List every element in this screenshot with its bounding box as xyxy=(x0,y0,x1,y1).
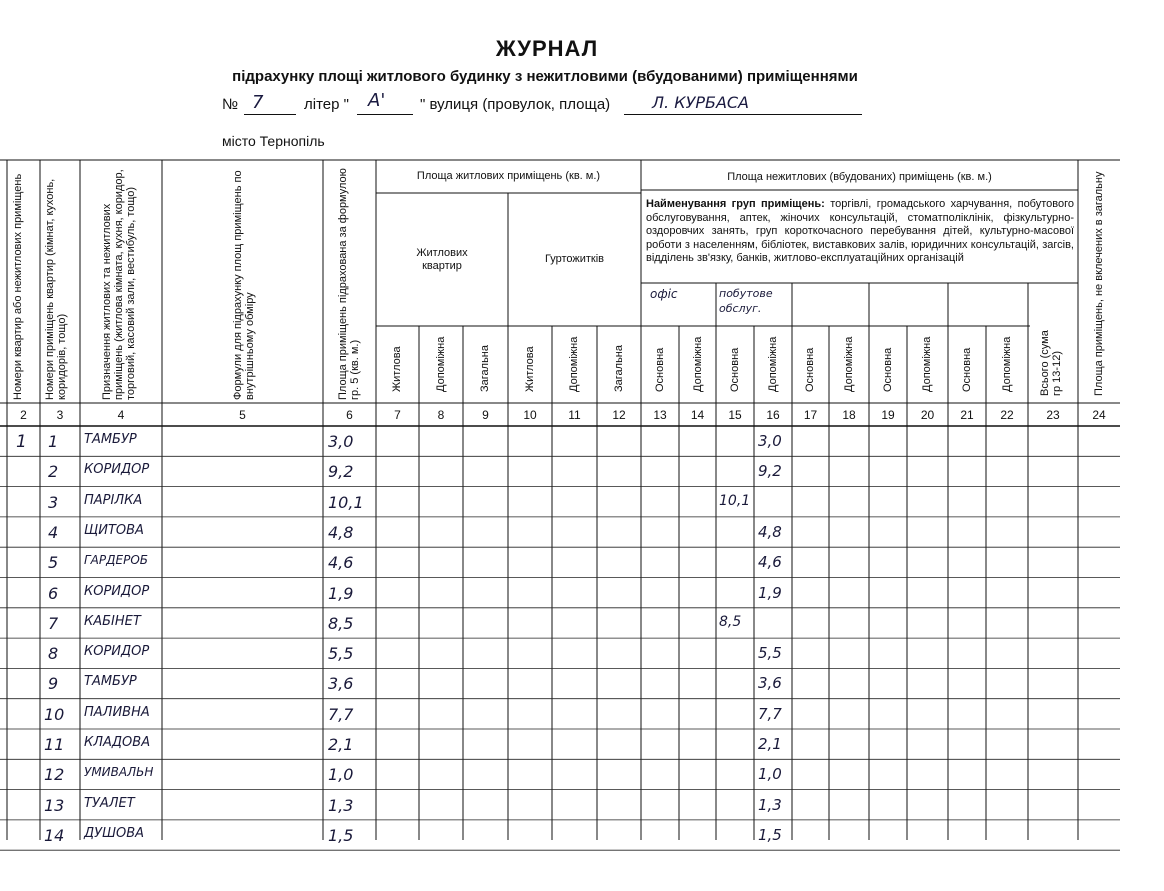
column-number-22: 22 xyxy=(1000,408,1014,422)
col-room-numbers-label: Номери приміщень квартир (кімнат, кухонь, коридорів, тощо) xyxy=(44,178,68,400)
column-number-21: 21 xyxy=(960,408,974,422)
column-number-12: 12 xyxy=(612,408,626,422)
room-purpose: ДУШОВА xyxy=(84,825,145,841)
col-formula-label: Формули для підрахунку площ приміщень по внутрішньому обміру xyxy=(232,170,256,400)
liter-label: літер " xyxy=(304,96,349,113)
col-10-label: Житлова xyxy=(524,346,536,392)
col-12-label: Загальна xyxy=(613,345,625,392)
col16-value: 2,1 xyxy=(758,735,782,753)
group-names-note xyxy=(646,198,1074,266)
room-purpose: КОРИДОР xyxy=(84,644,150,660)
room-number: 14 xyxy=(44,825,65,845)
column-number-24: 24 xyxy=(1092,408,1106,422)
col-purpose-label: Призначення житлових та нежитлових приміщень (житлова кімната, кухня, коридор, торговий, касовий зали, вестибуль, тощо) xyxy=(101,169,137,400)
col-8-label: Допоміжна xyxy=(435,336,447,392)
room-area: 9,2 xyxy=(328,462,354,482)
room-area: 4,8 xyxy=(328,522,354,542)
col16-value: 7,7 xyxy=(758,704,782,723)
room-number: 9 xyxy=(48,674,59,694)
column-number-18: 18 xyxy=(842,408,856,422)
col16-value: 1,0 xyxy=(758,765,782,784)
column-number-14: 14 xyxy=(690,408,705,422)
room-purpose: УМИВАЛЬН xyxy=(84,765,154,780)
room-purpose: ТАМБУР xyxy=(84,674,137,690)
dormitories-label: Гуртожитків xyxy=(544,253,605,265)
room-area: 10,1 xyxy=(328,492,364,512)
nonresidential-group-label: Площа нежитлових (вбудованих) приміщень (кв. м.) xyxy=(727,171,992,183)
room-purpose: ТУАЛЕТ xyxy=(84,795,135,811)
col-7-label: Житлова xyxy=(391,346,403,392)
room-area: 8,5 xyxy=(328,613,354,633)
street-value: Л. КУРБАСА xyxy=(652,93,749,112)
col-11-label: Допоміжна xyxy=(568,336,580,392)
col-16-label: Допоміжна xyxy=(767,336,779,392)
journal-title: ЖУРНАЛ xyxy=(495,36,599,61)
column-number-7: 7 xyxy=(394,408,401,422)
room-area: 1,5 xyxy=(328,825,354,845)
room-purpose: ПАЛИВНА xyxy=(84,704,150,720)
room-number: 8 xyxy=(48,644,59,664)
room-purpose: ТАМБУР xyxy=(84,432,137,447)
group-names-bold: Найменування груп приміщень: xyxy=(646,198,825,210)
col-13-label: Основна xyxy=(654,347,666,392)
col16-value: 1,5 xyxy=(758,825,782,844)
col-15-label: Основна xyxy=(729,347,741,392)
column-number-15: 15 xyxy=(728,408,742,422)
column-number-4: 4 xyxy=(117,408,125,422)
column-number-19: 19 xyxy=(881,408,895,422)
col-area-label: Площа приміщень підрахована за формулою гр. 5 (кв. м.) xyxy=(337,168,361,400)
col-9-label: Загальна xyxy=(479,345,491,392)
liter-value: А' xyxy=(368,90,386,111)
apartment-number: 1 xyxy=(16,432,27,452)
col-22-label: Допоміжна xyxy=(1001,336,1013,392)
column-number-3: 3 xyxy=(56,408,64,422)
column-number-20: 20 xyxy=(920,408,935,422)
room-number: 11 xyxy=(44,735,65,754)
room-area: 3,6 xyxy=(328,674,354,694)
room-number: 1 xyxy=(48,432,59,451)
col15-value: 8,5 xyxy=(719,613,742,630)
column-number-9: 9 xyxy=(482,408,489,422)
room-number: 13 xyxy=(44,795,65,815)
room-area: 1,9 xyxy=(328,583,354,603)
col-21-label: Основна xyxy=(961,347,973,392)
col-23-label: Всього (сума гр 13-12) xyxy=(1039,330,1063,396)
room-purpose: ГАРДЕРОБ xyxy=(84,553,149,568)
room-number: 2 xyxy=(48,462,59,482)
residential-group-label: Площа житлових приміщень (кв. м.) xyxy=(416,170,601,182)
room-area: 1,3 xyxy=(328,795,354,815)
column-number-10: 10 xyxy=(523,408,537,422)
room-area: 1,0 xyxy=(328,765,354,785)
room-area: 5,5 xyxy=(328,644,354,664)
col16-value: 4,8 xyxy=(758,522,782,541)
col16-value: 9,2 xyxy=(758,462,782,481)
col-24-label: Площа приміщень, не вклечених в загальну xyxy=(1093,171,1105,396)
number-value: 7 xyxy=(252,92,264,113)
col15-value: 10,1 xyxy=(719,492,751,509)
column-number-11: 11 xyxy=(568,408,581,422)
room-number: 12 xyxy=(44,765,65,785)
room-number: 6 xyxy=(48,583,59,603)
column-number-23: 23 xyxy=(1046,408,1060,422)
room-number: 7 xyxy=(48,613,59,633)
col16-value: 1,9 xyxy=(758,583,782,602)
column-number-8: 8 xyxy=(437,408,445,422)
column-number-17: 17 xyxy=(803,408,818,422)
col-18-label: Допоміжна xyxy=(843,336,855,392)
col-17-label: Основна xyxy=(804,347,816,392)
col-19-label: Основна xyxy=(882,347,894,392)
col-20-label: Допоміжна xyxy=(921,336,933,392)
room-purpose: КЛАДОВА xyxy=(84,735,151,750)
room-purpose: КОРИДОР xyxy=(84,462,150,478)
room-number: 5 xyxy=(48,553,59,573)
column-number-5: 5 xyxy=(239,408,246,422)
column-number-13: 13 xyxy=(653,408,667,422)
city-label: місто Тернопіль xyxy=(222,133,325,149)
room-purpose: ПАРІЛКА xyxy=(84,492,143,508)
col-apartment-numbers-label: Номери квартир або нежитлових приміщень xyxy=(12,173,24,400)
column-number-6: 6 xyxy=(346,408,353,422)
col16-value: 5,5 xyxy=(758,644,782,663)
room-area: 7,7 xyxy=(328,704,354,724)
room-area: 2,1 xyxy=(328,735,354,754)
group2-name: побутове обслуг. xyxy=(719,287,773,315)
room-area: 4,6 xyxy=(328,553,354,573)
room-purpose: ЩИТОВА xyxy=(84,522,144,538)
room-purpose: КОРИДОР xyxy=(84,583,150,599)
group-names-text: торгівлі, громадського харчування, побутового обслуговування, аптек, жіночих консультацій, стоматполіклінік, фізкультурно-оздоровчих занять, груп короткочасного перебування дітей, культурно-масової роботи з населенням, бібліотек, виставкових залів, юридичних консультацій, загсів, відділень зв'язку, банків, житлово-експлуатаційних організацій xyxy=(646,198,1074,264)
col16-value: 1,3 xyxy=(758,795,782,814)
column-number-2: 2 xyxy=(20,408,27,422)
group1-name: офіс xyxy=(650,287,678,301)
col16-value: 3,0 xyxy=(758,432,782,450)
room-number: 4 xyxy=(48,522,59,542)
apartments-label: Житлових квартир xyxy=(416,247,468,272)
journal-subtitle: підрахунку площі житлового будинку з нежитловими (вбудованими) приміщеннями xyxy=(232,68,858,85)
col-14-label: Допоміжна xyxy=(692,336,704,392)
col16-value: 4,6 xyxy=(758,553,782,572)
number-label: № xyxy=(222,96,239,113)
street-label: " вулиця (провулок, площа) xyxy=(420,96,611,113)
column-number-16: 16 xyxy=(766,408,780,422)
room-area: 3,0 xyxy=(328,432,354,451)
room-purpose: КАБІНЕТ xyxy=(84,613,141,629)
room-number: 3 xyxy=(48,492,59,512)
col16-value: 3,6 xyxy=(758,674,782,693)
room-number: 10 xyxy=(44,704,65,724)
